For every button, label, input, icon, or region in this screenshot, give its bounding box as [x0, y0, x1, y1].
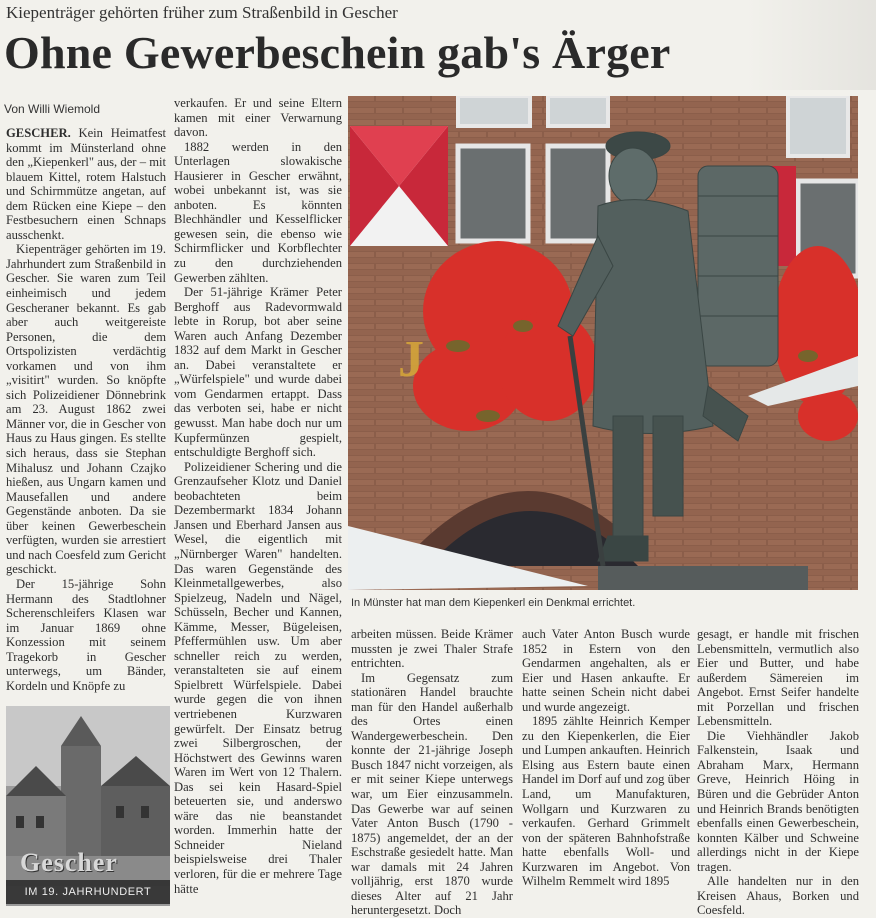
paragraph: Der 51-jährige Krämer Peter Berghoff aus Radevormwald lebte in Rorup, bot aber seine Waren auch Anfang Dezember 1832 auf dem Markt in Gescher an. Dabei veranstaltete er „Würfelspiele" und wurde dabei vom Gendarmen ertappt. Dass das verboten sei, habe er nicht gewusst. Man habe doch nur um Kupfermünzen gespielt, entschuldigte Berghoff sich.: [174, 285, 342, 460]
paragraph: Kiepenträger gehörten im 19. Jahrhundert zum Straßenbild in Gescher. Sie waren zum Teil einheimisch und jedem Gescheraner bekannt. Es gab aber auch weitgereiste Personen, die dem Ortspolizisten verdächtig vorkamen und von ihm „visitirt" wurden. So knöpfte sich Polizeidiener Dönnebrink am 23. August 1862 zwei Männer vor, die in Gescher von Haus zu Haus gingen. Es stellte sich heraus, dass sie Stephan Mihalusz und Johann Czajko hießen, aus Ungarn kamen und Mausefallen und andere Gegenstände anboten. Da sie über keinen Gewerbeschein verfügten, wurden sie arrestiert und nach Coesfeld zum Gericht geschickt.: [6, 242, 166, 577]
article-column-2: [174, 96, 342, 908]
kicker: Kiepenträger gehörten früher zum Straßenbild in Gescher: [6, 3, 398, 22]
paragraph: 1895 zählte Heinrich Kemper zu den Kiepenkerlen, die Eier und Lumpen ankauften. Heinrich Elsing aus Estern baute einen Handel im Dorf auf und zog über Land, um Manufakturen, Wollgarn und Kurzwaren zu verkaufen. Gerhard Grimmelt von der späteren Bahnhofstraße hatte ebenfalls Woll- und Kurzwaren im Angebot. Von Wilhelm Remmelt wird 1895: [522, 714, 690, 889]
gescher-logo-lettering: Gescher: [20, 848, 118, 877]
paragraph: arbeiten müssen. Beide Krämer mussten je zwei Thaler Strafe entrichten.: [351, 627, 513, 671]
paragraph-text: Kein Heimatfest kommt im Münsterland ohne den „Kiepenkerl" aus, der – mit blauem Kittel, rotem Halstuch und Schirmmütze angetan, auf dem Rücken eine Kiepe – den Festbesuchern einen Schnaps ausschenkt.: [6, 126, 166, 242]
article-column-3: [351, 627, 513, 918]
kiepenkerl-statue-photo: [348, 96, 858, 590]
paragraph: Alle handelten nur in den Kreisen Ahaus, Borken und Coesfeld.: [697, 874, 859, 918]
article-column-5: [697, 627, 859, 918]
paragraph: [6, 126, 166, 242]
svg-text:J: J: [398, 331, 424, 388]
paragraph: Polizeidiener Schering und die Grenzaufseher Klotz und Daniel beobachteten beim Dezembermarkt 1834 Johann Jansen und Eberhard Jansen aus Wesel, die eigentlich mit „Nürnberger Waren" handelten. Das waren Gegenstände des Kleinmetallgewerbes, also Spielzeug, Nadeln und Nägel, Schüsseln, Becher und Kannen, Kämme, Messer, Bügeleisen, Pfeffermühlen usw. Um aber schneller reich zu werden, veranstalteten sie auf einem Spielbrett Würfelspiele. Dabei wurde gegen die von ihnen vertriebenen Kurzwaren gewürfelt. Der Einsatz betrug zwei Silbergroschen, der Höchstwert des Gewinns waren Waren im Wert von 12 Thalern. Das sei kein Hasard-Spiel beteuerten sie, und anderswo wäre das nie beanstandet worden. Immerhin hatte der Schneider Nieland beispielsweise drei Thaler verloren, für die er mehrere Tage hätte: [174, 459, 342, 896]
paragraph: verkaufen. Er und seine Eltern kamen mit einer Verwarnung davon.: [174, 96, 342, 140]
article-column-1: [6, 126, 166, 702]
paragraph: Die Viehhändler Jakob Falkenstein, Isaak und Abraham Marx, Hermann Greve, Heinrich Höing in Büren und die Gebrüder Anton und Heinrich Brands benötigten ebenfalls einen Gewerbeschein, konnten Kälber und Schweine allerdings nicht in der Kiepe tragen.: [697, 728, 859, 874]
paragraph: Der 15-jährige Sohn Hermann des Stadtlohner Scherenschleifers Klasen war im Januar 1869 ohne Konzession mit seinem Tragekorb in Gescher unterwegs, um Bänder, Kordeln und Knöpfe zu: [6, 576, 166, 693]
dateline: GESCHER.: [6, 126, 71, 140]
paragraph: auch Vater Anton Busch wurde 1852 in Estern von den Gendarmen angehalten, als er Eier und Hasen ankaufte. Er hatte seinen Schein nicht dabei und wurde angezeigt.: [522, 627, 690, 714]
paragraph: Im Gegensatz zum stationären Handel brauchte man für den Handel außerhalb des Ortes einen Wandergewerbeschein. Den konnte der 21-jährige Joseph Busch 1847 nicht vorzeigen, als er mit seiner Kiepe unterwegs war, um Eier einzusammeln. Das Gewerbe war auf seinen Vater Anton Busch (1790 - 1875) angemeldet, der an der Eschstraße gesiedelt hatte. Man war damals mit 24 Jahren volljährig, erst 1870 wurde dieses Alter auf 21 Jahr heruntergesetzt. Doch: [351, 670, 513, 918]
byline: Von Willi Wiemold: [4, 102, 101, 116]
photo-caption: In Münster hat man dem Kiepenkerl ein Denkmal errichtet.: [351, 597, 636, 609]
historic-photo-caption: IM 19. JAHRHUNDERT: [6, 880, 170, 904]
adjacent-page-fade: [746, 0, 876, 90]
paragraph: gesagt, er handle mit frischen Lebensmitteln, vermutlich also Eier und Butter, und habe außerdem Sämereien im Angebot. Ernst Seifer handelte mit Porzellan und frischen Lebensmitteln.: [697, 627, 859, 729]
headline: Ohne Gewerbeschein gab's Ärger: [4, 27, 671, 78]
paragraph: 1882 werden in den Unterlagen slowakische Hausierer in Gescher erwähnt, wobei unbekannt ist, was sie anboten. Es könnten Blechhändler und Kesselflicker gewesen sein, die ebenso wie Schirmflicker und Korbflechter zu den durchziehenden Gewerben zählten.: [174, 139, 342, 285]
statue-photo-illustration: [348, 96, 858, 590]
article-column-4: [522, 627, 690, 909]
